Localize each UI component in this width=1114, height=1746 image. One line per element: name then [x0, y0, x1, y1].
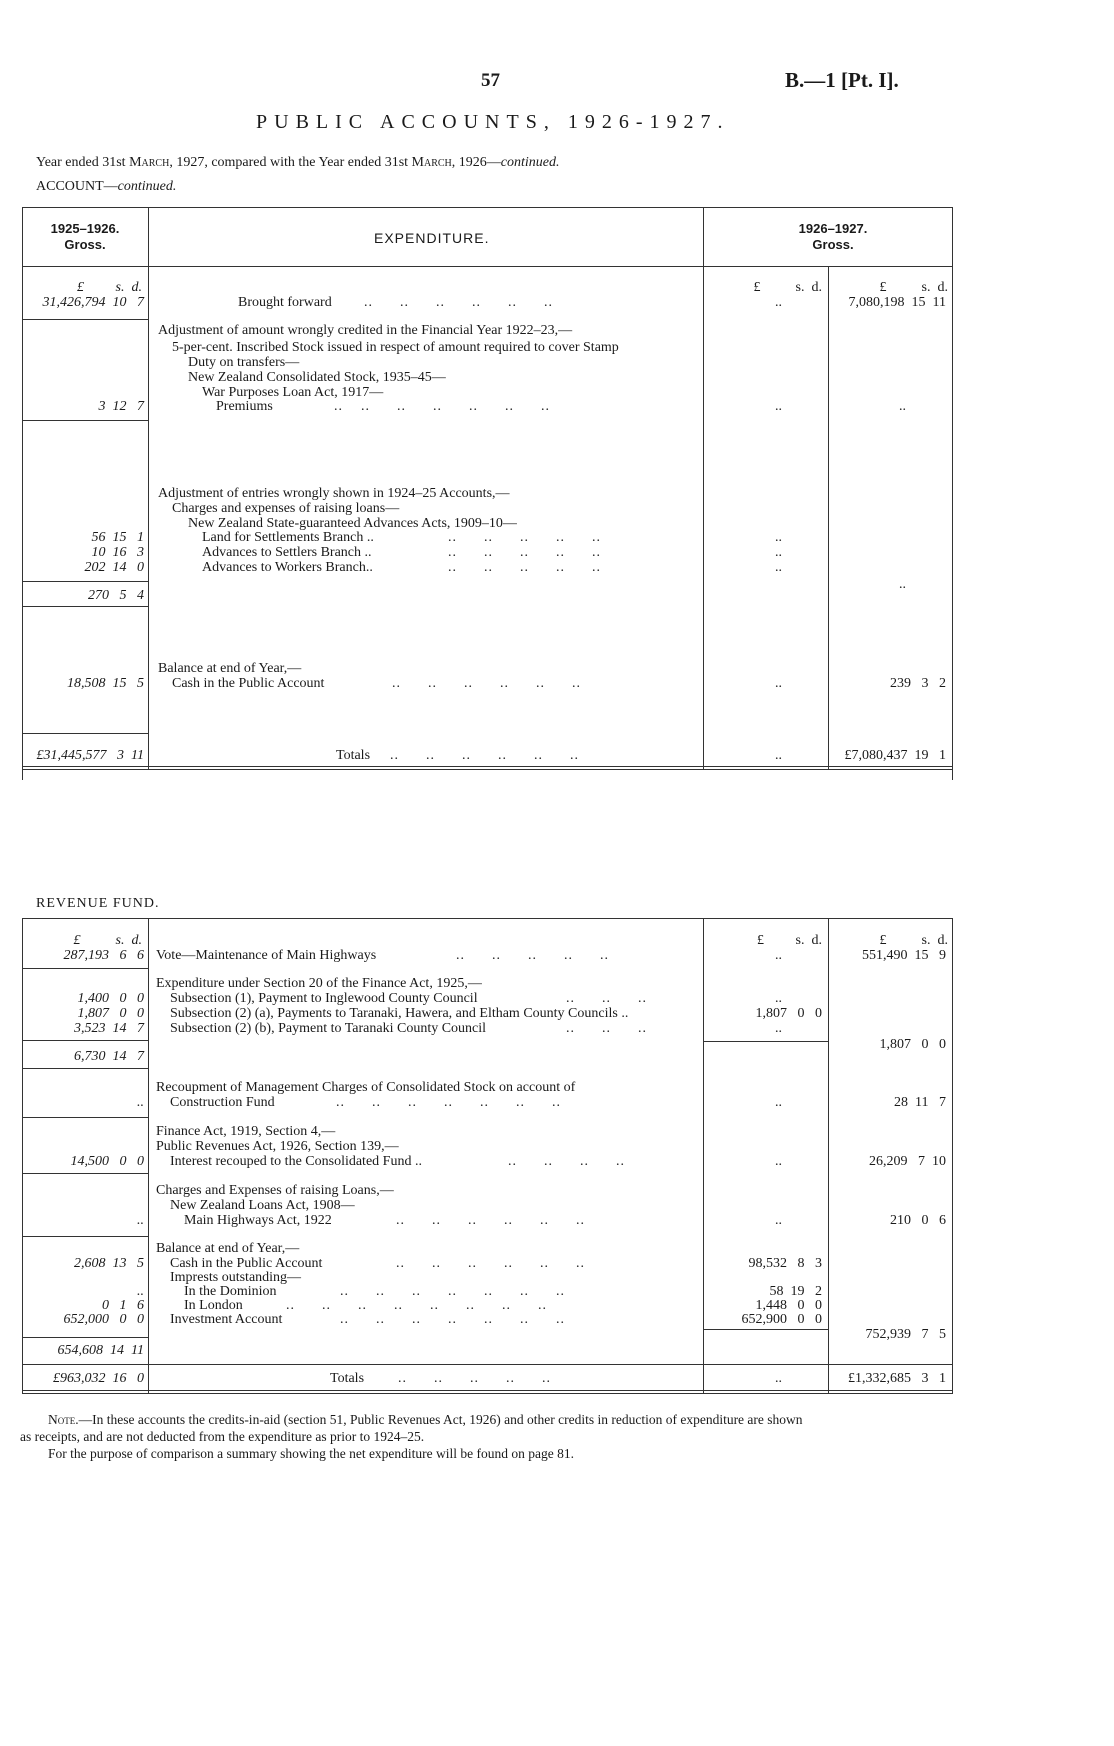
balance-total-curr: 752,939 7 5: [865, 1327, 946, 1342]
interest-curr: 26,209 7 10: [869, 1154, 946, 1169]
footnote-line: as receipts, and are not deducted from the expenditure as prior to 1924–25.: [20, 1429, 425, 1444]
footnote: Note.—In these accounts the credits-in-aid (section 51, Public Revenues Act, 1926) and other credits in reduction of expenditure are shown as receipts, and are not deducted from the expenditure as prior to 1924–25. For the purpose of comparison a summary showing the net expenditure will be found on page 81.: [20, 1411, 960, 1462]
cash-mid: ..: [775, 676, 782, 691]
investment-prev: 652,000 0 0: [63, 1312, 144, 1327]
sub2-label: Subsection (2) (a), Payments to Taranaki, Hawera, and Eltham County Councils ..: [170, 1006, 629, 1021]
mh1922-mid: ..: [775, 1213, 782, 1228]
adjustment-1-line: 5-per-cent. Inscribed Stock issued in respect of amount required to cover Stamp: [172, 340, 619, 355]
cash-curr: 239 3 2: [890, 676, 946, 691]
totals-label: Totals: [336, 748, 371, 763]
page-subtitle: Year ended 31st March, 1927, compared with the Year ended 31st March, 1926—continued.: [36, 155, 560, 170]
unit-curr: £ s. d.: [879, 933, 948, 948]
premiums-prev: 3 12 7: [98, 399, 144, 414]
sub3-label: Subsection (2) (b), Payment to Taranaki County Council: [170, 1021, 487, 1036]
workers-label: Advances to Workers Branch..: [202, 560, 373, 575]
recoup-label: Construction Fund: [170, 1095, 275, 1110]
main-highways-mid: ..: [775, 948, 782, 963]
cash-label: Cash in the Public Account: [170, 1256, 323, 1271]
subtotal-prev: 270 5 4: [88, 588, 144, 603]
settlers-prev: 10 16 3: [91, 545, 144, 560]
premiums-curr: ..: [899, 399, 906, 414]
totals-label: Totals: [330, 1371, 365, 1386]
dominion-mid: 58 19 2: [769, 1284, 822, 1299]
premiums-label: Premiums: [216, 399, 273, 414]
nz-loans-title: New Zealand Loans Act, 1908—: [170, 1198, 355, 1213]
interest-prev: 14,500 0 0: [70, 1154, 144, 1169]
mh1922-prev: ..: [137, 1213, 144, 1228]
totals-mid: ..: [775, 1371, 782, 1386]
imprests-title: Imprests outstanding—: [170, 1270, 302, 1285]
totals-mid: ..: [775, 748, 782, 763]
dominion-prev: ..: [137, 1284, 144, 1299]
sub2-mid: 1,807 0 0: [755, 1006, 822, 1021]
col-curr-header: 1926–1927. Gross.: [798, 221, 868, 252]
adjustment-2-line: Charges and expenses of raising loans—: [172, 501, 400, 516]
brought-forward-prev: 31,426,794 10 7: [42, 295, 144, 310]
adjustment-1-title: Adjustment of amount wrongly credited in the Financial Year 1922–23,—: [158, 323, 573, 338]
unit-prev: £ s. d.: [77, 280, 142, 295]
adjustment-2-line: New Zealand State-guaranteed Advances Acts, 1909–10—: [188, 516, 517, 531]
account-label: ACCOUNT—continued.: [36, 179, 177, 194]
cash-mid: 98,532 8 3: [748, 1256, 822, 1271]
unit-prev: £ s. d.: [73, 933, 142, 948]
adjustment-1-line: New Zealand Consolidated Stock, 1935–45—: [188, 370, 446, 385]
totals-prev: £963,032 16 0: [53, 1371, 144, 1386]
main-highways-label: Vote—Maintenance of Main Highways: [156, 948, 377, 963]
brought-forward-label: Brought forward: [238, 295, 332, 310]
totals-prev: £31,445,577 3 11: [36, 748, 144, 763]
totals-curr: £1,332,685 3 1: [848, 1371, 946, 1386]
sub3-prev: 3,523 14 7: [74, 1021, 144, 1036]
settlers-mid: ..: [775, 545, 782, 560]
brought-forward-mid: ..: [775, 295, 782, 310]
settlers-label: Advances to Settlers Branch ..: [202, 545, 372, 560]
land-mid: ..: [775, 530, 782, 545]
sub-total-curr: 1,807 0 0: [879, 1037, 946, 1052]
workers-mid: ..: [775, 560, 782, 575]
cash-prev: 18,508 15 5: [67, 676, 144, 691]
main-highways-prev: 287,193 6 6: [63, 948, 144, 963]
page-title: PUBLIC ACCOUNTS, 1926-1927.: [256, 111, 730, 133]
recoup-mid: ..: [775, 1095, 782, 1110]
interest-label: Interest recouped to the Consolidated Fund ..: [170, 1154, 422, 1169]
cash-label: Cash in the Public Account: [172, 676, 325, 691]
subtotal-curr: ..: [899, 577, 906, 592]
interest-mid: ..: [775, 1154, 782, 1169]
premiums-mid: ..: [775, 399, 782, 414]
mh1922-label: Main Highways Act, 1922: [184, 1213, 332, 1228]
sub3-mid: ..: [775, 1021, 782, 1036]
investment-mid: 652,900 0 0: [741, 1312, 822, 1327]
main-highways-curr: 551,490 15 9: [862, 948, 946, 963]
unit-curr: £ s. d.: [879, 280, 948, 295]
workers-prev: 202 14 0: [84, 560, 144, 575]
land-prev: 56 15 1: [91, 530, 144, 545]
adjustment-2-title: Adjustment of entries wrongly shown in 1924–25 Accounts,—: [158, 486, 510, 501]
sub1-prev: 1,400 0 0: [77, 991, 144, 1006]
london-label: In London: [184, 1298, 243, 1313]
adjustment-1-line: Duty on transfers—: [188, 355, 300, 370]
adjustment-1-line: War Purposes Loan Act, 1917—: [202, 385, 384, 400]
col-expenditure-header: EXPENDITURE.: [374, 230, 490, 246]
sub1-mid: ..: [775, 991, 782, 1006]
mh1922-curr: 210 0 6: [890, 1213, 946, 1228]
brought-forward-curr: 7,080,198 15 11: [848, 295, 946, 310]
recoup-prev: ..: [137, 1095, 144, 1110]
balance-title: Balance at end of Year,—: [156, 1241, 300, 1256]
page-number: 57: [481, 70, 500, 91]
balance-title: Balance at end of Year,—: [158, 661, 302, 676]
investment-label: Investment Account: [170, 1312, 283, 1327]
recoupment-title: Recoupment of Management Charges of Consolidated Stock on account of: [156, 1080, 576, 1095]
london-prev: 0 1 6: [102, 1298, 144, 1313]
section-title: REVENUE FUND.: [36, 896, 160, 911]
document-reference: B.—1 [Pt. I].: [785, 68, 899, 92]
totals-curr: £7,080,437 19 1: [844, 748, 946, 763]
sub-total-prev: 6,730 14 7: [74, 1049, 144, 1064]
unit-mid: £ s. d.: [753, 280, 822, 295]
dominion-label: In the Dominion: [184, 1284, 277, 1299]
unit-mid: £ s. d.: [757, 933, 822, 948]
col-prev-header: 1925–1926. Gross.: [50, 221, 120, 252]
balance-total-prev: 654,608 14 11: [57, 1343, 144, 1358]
land-label: Land for Settlements Branch ..: [202, 530, 374, 545]
footnote-line: For the purpose of comparison a summary showing the net expenditure will be found on page 81.: [48, 1446, 575, 1461]
public-revenues-title: Public Revenues Act, 1926, Section 139,—: [156, 1139, 399, 1154]
sub1-label: Subsection (1), Payment to Inglewood County Council: [170, 991, 478, 1006]
london-mid: 1,448 0 0: [755, 1298, 822, 1313]
finance-1919-title: Finance Act, 1919, Section 4,—: [156, 1124, 336, 1139]
finance-act-title: Expenditure under Section 20 of the Finance Act, 1925,—: [156, 976, 482, 991]
cash-prev: 2,608 13 5: [74, 1256, 144, 1271]
charges-title: Charges and Expenses of raising Loans,—: [156, 1183, 394, 1198]
sub2-prev: 1,807 0 0: [77, 1006, 144, 1021]
recoup-curr: 28 11 7: [894, 1095, 946, 1110]
